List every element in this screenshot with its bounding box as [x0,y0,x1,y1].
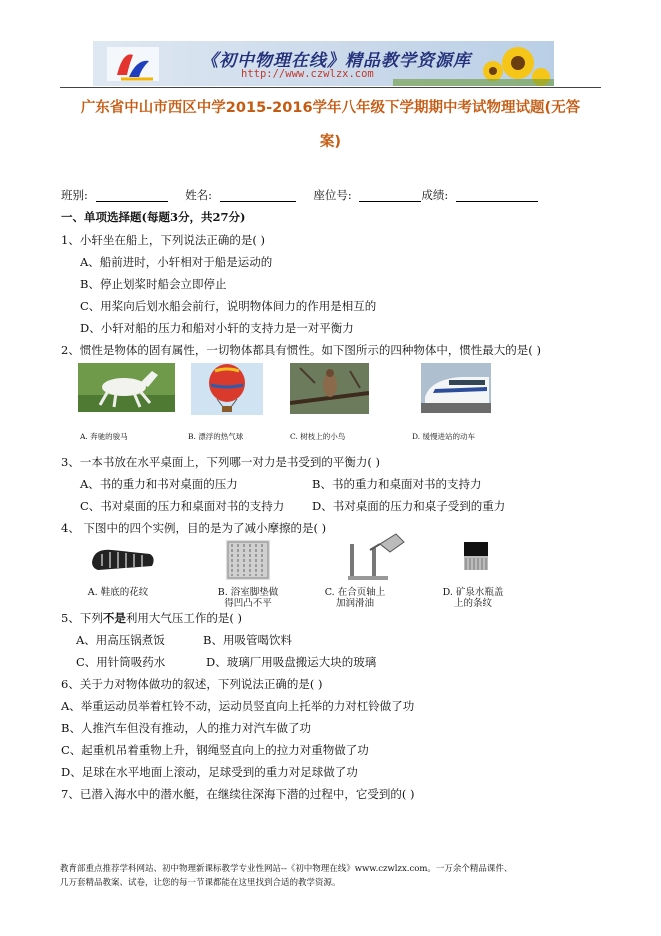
q2-caption-d[interactable]: D. 缓慢进站的动车 [412,432,476,441]
footer [60,862,512,890]
q4-caption-d-line1: D. 矿泉水瓶盖 [442,587,504,598]
shoe-sole-icon [88,540,158,578]
q5-option-a[interactable]: A、用高压锅煮饭 [76,633,165,647]
q1-stem: 1、小轩坐在船上，下列说法正确的是( ) [61,233,265,247]
q6-stem: 6、关于力对物体做功的叙述，下列说法正确的是( ) [61,677,323,691]
section-heading: 一、单项选择题(每题3分，共27分) [61,210,246,224]
shoe-sole-image [88,540,158,578]
header-divider [60,87,601,88]
q5-stem-bold: 不是 [102,611,126,625]
q2-caption-b[interactable]: B. 漂浮的热气球 [188,432,244,441]
info-line [61,188,538,202]
class-label: 班别: [61,188,88,202]
q4-caption-b-line1: B. 浴室脚垫做 [217,587,279,598]
q5-option-c[interactable]: C、用针筒吸药水 [76,655,166,669]
q4-stem: 4、 下图中的四个实例，目的是为了减小摩擦的是( ) [61,521,327,535]
q6-option-b[interactable]: B、人推汽车但没有推动，人的推力对汽车做了功 [61,721,311,735]
q6-option-a[interactable]: A、举重运动员举着杠铃不动，运动员竖直向上托举的力对杠铃做了功 [61,699,415,713]
q5-stem-pre: 5、下列 [61,611,103,625]
q4-caption-a-line1: A. 鞋底的花纹 [87,587,149,598]
hot-air-balloon-icon [191,363,263,415]
header-banner [93,41,554,86]
oil-can-hinge-icon [344,530,408,582]
q5-option-b[interactable]: B、用吸管喝饮料 [203,633,292,647]
bath-mat-image [226,540,270,580]
name-label: 姓名: [185,188,213,202]
q4-caption-c-line1: C. 在合页轴上 [324,587,386,598]
q1-option-d[interactable]: D、小轩对船的压力和船对小轩的支持力是一对平衡力 [80,321,354,335]
q1-option-c[interactable]: C、用桨向后划水船会前行，说明物体间力的作用是相互的 [80,299,377,313]
balloon-image [191,363,263,415]
q4-caption-d[interactable] [433,587,513,609]
q5-option-d[interactable]: D、玻璃厂用吸盘搬运大块的玻璃 [206,655,377,669]
footer-line1: 教育部重点推荐学科网站、初中物理新课标教学专业性网站--《初中物理在线》www.czwlzx.com。一万余个精品课件、 [60,864,513,874]
q3-option-c[interactable]: C、书对桌面的压力和桌面对书的支持力 [80,499,285,513]
q3-option-a[interactable]: A、书的重力和书对桌面的压力 [80,477,238,491]
bottle-cap-image [462,540,490,572]
horse-image [78,363,175,412]
doc-title-line2: 案) [319,134,342,150]
banner-url[interactable]: http://www.czwlzx.com [241,68,374,80]
bottle-cap-icon [462,540,490,572]
hinge-oil-image [344,530,408,582]
q5-stem [61,611,242,625]
q3-option-b[interactable]: B、书的重力和桌面对书的支持力 [312,477,482,491]
bird-image [290,363,369,414]
bullet-train-icon [421,363,491,413]
score-blank[interactable] [456,189,538,202]
footer-line2: 几万套精品教案、试卷，让您的每一节课都能在这里找到合适的教学资源。 [60,878,341,888]
q2-caption-c[interactable]: C. 树枝上的小鸟 [290,432,346,441]
q6-option-c[interactable]: C、起重机吊着重物上升，钢绳竖直向上的拉力对重物做了功 [61,743,369,757]
seat-label: 座位号: [313,188,352,202]
horse-icon [78,363,175,412]
q1-option-b[interactable]: B、停止划桨时船会立即停止 [80,277,227,291]
q5-stem-post: 利用大气压工作的是( ) [125,611,242,625]
q4-caption-b[interactable] [208,587,288,609]
doc-title-line1: 广东省中山市西区中学2015-2016学年八年级下学期期中考试物理试题(无答 [80,100,581,116]
q4-caption-d-line2: 上的条纹 [453,598,492,609]
q4-caption-a[interactable] [78,587,158,598]
banner-title: 《初中物理在线》精品教学资源库 [201,51,471,71]
q3-option-d[interactable]: D、书对桌面的压力和桌子受到的重力 [312,499,506,513]
q1-option-a[interactable]: A、船前进时，小轩相对于船是运动的 [80,255,273,269]
q6-option-d[interactable]: D、足球在水平地面上滚动，足球受到的重力对足球做了功 [61,765,358,779]
q4-caption-c[interactable] [315,587,395,609]
q7-stem: 7、已潜入海水中的潜水艇，在继续往深海下潜的过程中，它受到的( ) [61,787,415,801]
q3-stem: 3、一本书放在水平桌面上，下列哪一对力是书受到的平衡力( ) [61,455,380,469]
train-image [421,363,491,413]
q4-caption-c-line2: 加润滑油 [335,598,374,609]
q2-caption-a[interactable]: A. 奔驰的骏马 [80,432,128,441]
q4-caption-b-line2: 得凹凸不平 [224,598,272,609]
score-label: 成绩: [421,188,449,202]
q2-stem: 2、惯性是物体的固有属性，一切物体都具有惯性。如下图所示的四种物体中，惯性最大的是( ) [61,343,541,357]
seat-blank[interactable] [359,189,421,202]
bath-mat-icon [226,540,270,580]
class-blank[interactable] [96,189,168,202]
bird-on-branch-icon [290,363,369,414]
name-blank[interactable] [220,189,296,202]
